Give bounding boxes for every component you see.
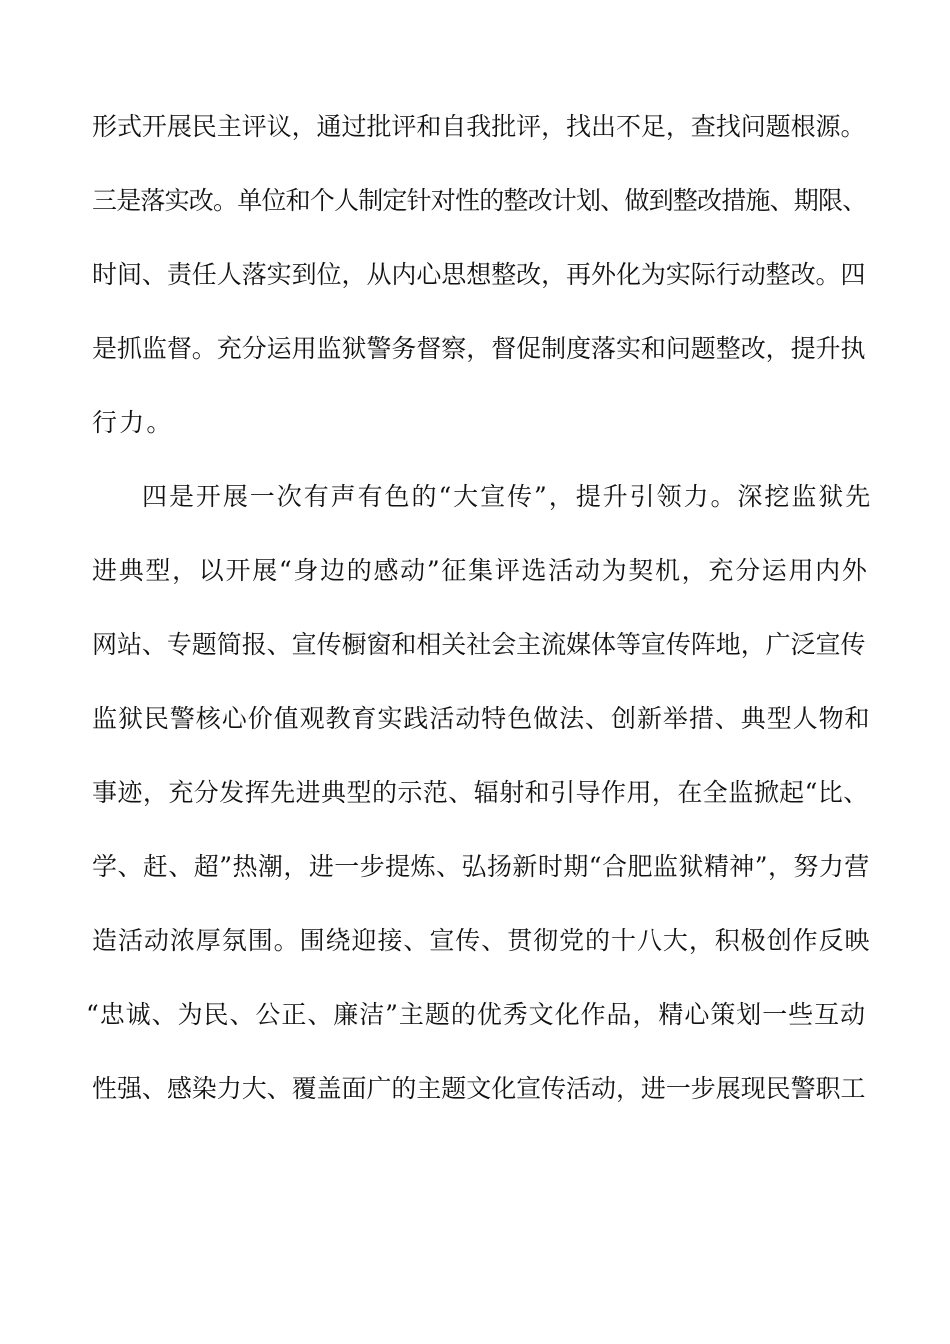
text-line: 行力。	[92, 408, 174, 437]
text-line: 事迹，充分发挥先进典型的示范、辐射和引导作用，在全监掀起“比、	[92, 778, 869, 807]
text-line: 形式开展民主评议，通过批评和自我批评，找出不足，查找问题根源。	[92, 112, 866, 141]
paragraph-first-line: 四是开展一次有声有色的“大宣传”，提升引领力。深挖监狱先	[142, 482, 873, 511]
text-line: 是抓监督。充分运用监狱警务督察，督促制度落实和问题整改，提升执	[92, 334, 866, 363]
text-line: 造活动浓厚氛围。围绕迎接、宣传、贯彻党的十八大，积极创作反映	[92, 926, 871, 955]
text-line: 网站、专题简报、宣传橱窗和相关社会主流媒体等宣传阵地，广泛宣传	[92, 630, 866, 659]
text-line: 性强、感染力大、覆盖面广的主题文化宣传活动，进一步展现民警职工	[92, 1074, 866, 1103]
text-line: 学、赶、超”热潮，进一步提炼、弘扬新时期“合肥监狱精神”，努力营	[92, 852, 870, 881]
text-line: 三是落实改。单位和个人制定针对性的整改计划、做到整改措施、期限、	[92, 186, 867, 215]
text-line: 进典型，以开展“身边的感动”征集评选活动为契机，充分运用内外	[92, 556, 869, 585]
text-line: 时间、责任人落实到位，从内心思想整改，再外化为实际行动整改。四	[92, 260, 866, 289]
text-line: 监狱民警核心价值观教育实践活动特色做法、创新举措、典型人物和	[92, 704, 871, 733]
text-line: “忠诚、为民、公正、廉洁”主题的优秀文化作品，精心策划一些互动	[86, 1000, 867, 1029]
